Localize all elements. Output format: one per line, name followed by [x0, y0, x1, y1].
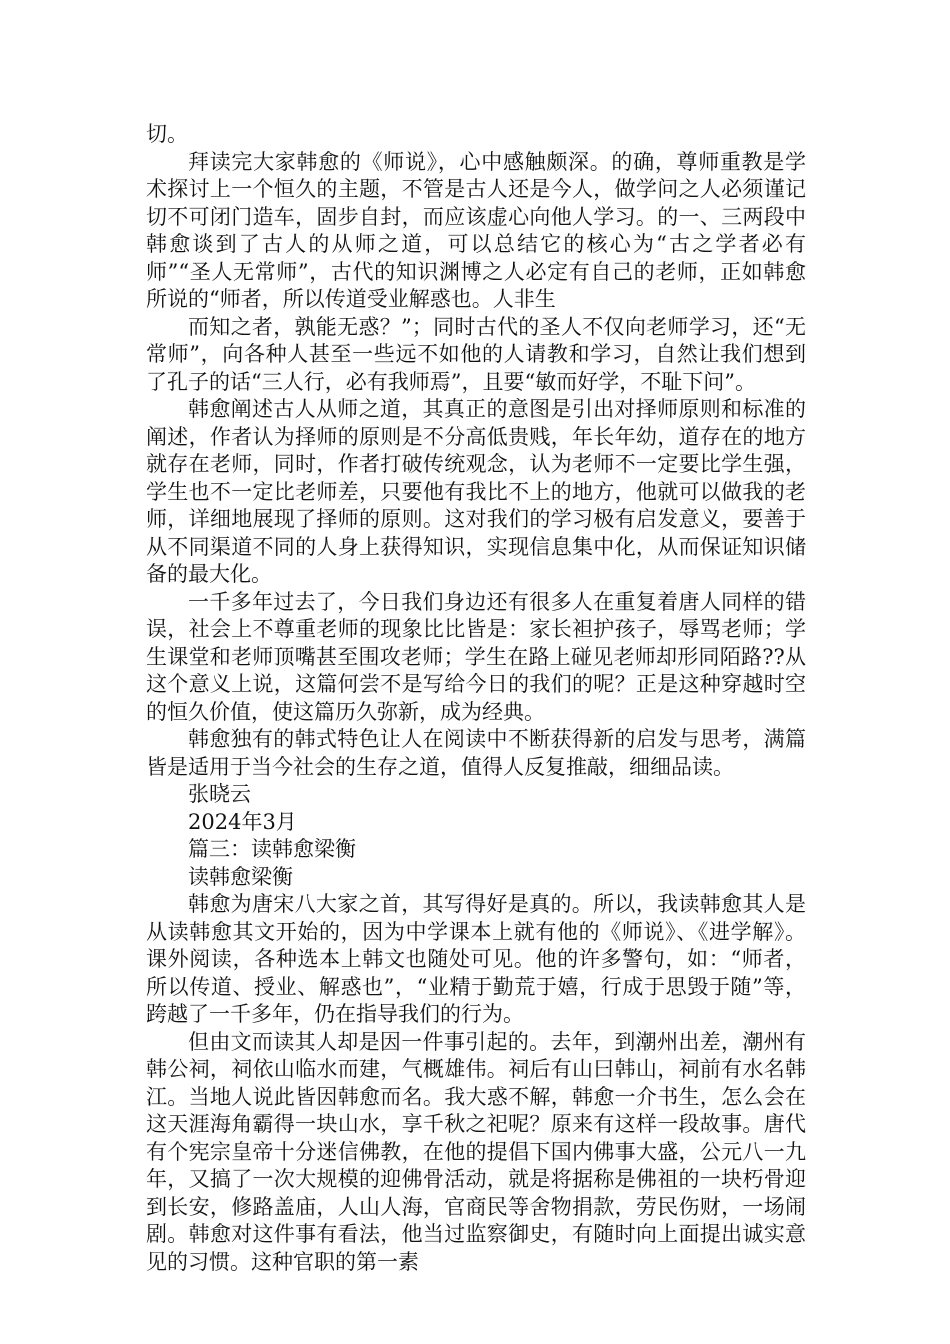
paragraph: 而知之者，孰能无惑？”；同时古代的圣人不仅向老师学习，还“无常师”，向各种人甚至一些远不如他的人请教和学习，自然让我们想到了孔子的话“三人行，必有我师焉”，且要“敏而好学，不耻下问”。 — [146, 314, 806, 394]
paragraph: 一千多年过去了，今日我们身边还有很多人在重复着唐人同样的错误，社会上不尊重老师的现象比比皆是：家长袒护孩子，辱骂老师；学生课堂和老师顶嘴甚至围攻老师；学生在路上碰见老师却形同陌路??从这个意义上说，这篇何尝不是写给今日的我们的呢？正是这种穿越时空的恒久价值，使这篇历久弥新，成为经典。 — [146, 589, 806, 724]
signature-author: 张晓云 — [188, 782, 251, 806]
paragraph: 拜读完大家韩愈的《师说》，心中感触颇深。的确，尊师重教是学术探讨上一个恒久的主题，不管是古人还是今人，做学问之人必须谨记切不可闭门造车，固步自封，而应该虚心向他人学习。的一、三两段中韩愈谈到了古人的从师之道，可以总结它的核心为“古之学者必有师”“圣人无常师”，古代的知识渊博之人必定有自己的老师，正如韩愈所说的“师者，所以传道受业解惑也。人非生 — [146, 149, 806, 311]
section-heading: 篇三：读韩愈梁衡 — [188, 837, 356, 861]
paragraph: 韩愈阐述古人从师之道，其真正的意图是引出对择师原则和标准的阐述，作者认为择师的原则是不分高低贵贱，年长年幼，道存在的地方就存在老师，同时，作者打破传统观念，认为老师不一定要比学生强，学生也不一定比老师差，只要他有我比不上的地方，他就可以做我的老师，详细地展现了择师的原则。这对我们的学习极有启发意义，要善于从不同渠道不同的人身上获得知识，实现信息集中化，从而保证知识储备的最大化。 — [146, 397, 806, 586]
paragraph: 但由文而读其人却是因一件事引起的。去年，到潮州出差，潮州有韩公祠，祠依山临水而建，气概雄伟。祠后有山曰韩山，祠前有水名韩江。当地人说此皆因韩愈而名。我大惑不解，韩愈一介书生，怎么会在这天涯海角霸得一块山水，享千秋之祀呢？原来有这样一段故事。唐代有个宪宗皇帝十分迷信佛教，在他的提倡下国内佛事大盛，公元八一九年，又搞了一次大规模的迎佛骨活动，就是将据称是佛祖的一块朽骨迎到长安，修路盖庙，人山人海，官商民等舍物捐款，劳民伤财，一场闹剧。韩愈对这件事有看法，他当过监察御史，有随时向上面提出诚实意见的习惯。这种官职的第一素 — [146, 1029, 806, 1274]
paragraph-fragment: 切。 — [146, 122, 188, 146]
document-body — [146, 121, 806, 1276]
article-title: 读韩愈梁衡 — [188, 864, 293, 889]
paragraph: 韩愈为唐宋八大家之首，其写得好是真的。所以，我读韩愈其人是从读韩愈其文开始的，因为中学课本上就有他的《师说》、《进学解》。课外阅读，各种选本上韩文也随处可见。他的许多警句，如：“师者，所以传道、授业、解惑也”，“业精于勤荒于嬉，行成于思毁于随”等，跨越了一千多年，仍在指导我们的行为。 — [146, 892, 806, 1026]
paragraph: 韩愈独有的韩式特色让人在阅读中不断获得新的启发与思考，满篇皆是适用于当今社会的生存之道，值得人反复推敲，细细品读。 — [146, 727, 806, 779]
signature-date: 2024年3月 — [188, 809, 297, 834]
